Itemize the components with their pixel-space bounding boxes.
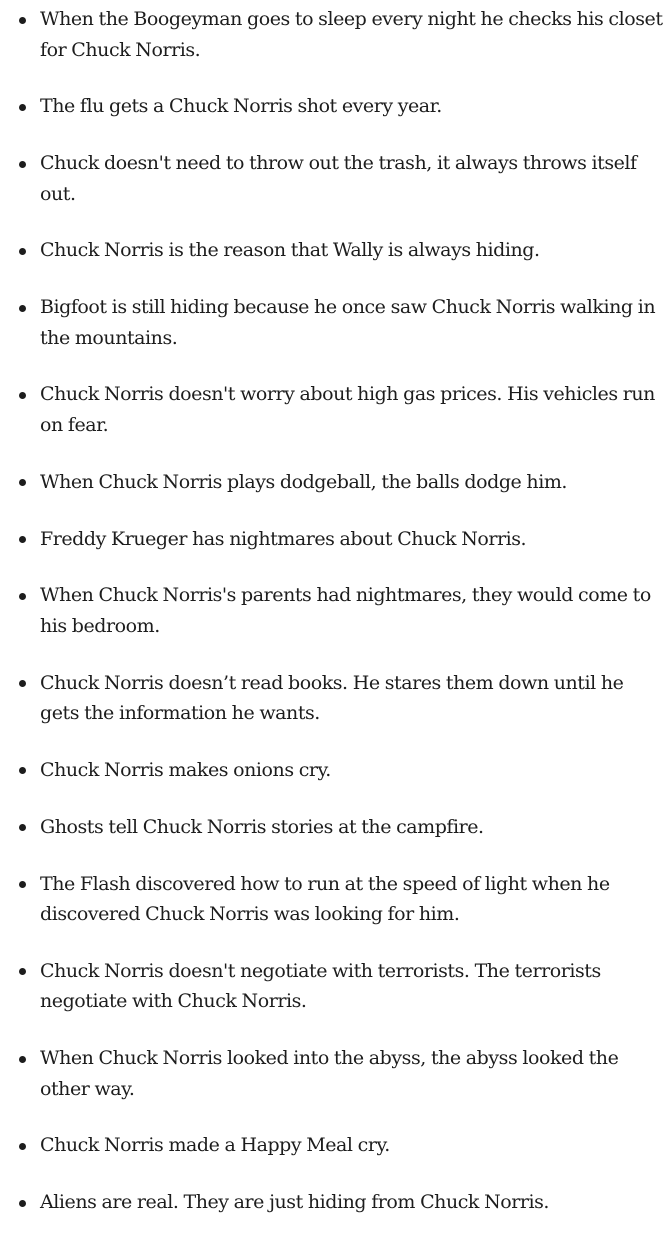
bullet-icon [19, 479, 26, 486]
list-item [0, 1043, 672, 1104]
bullet-icon [19, 248, 26, 255]
list-item [0, 467, 672, 498]
bullet-icon [19, 593, 26, 600]
bullet-icon [19, 767, 26, 774]
bullet-icon [19, 1200, 26, 1207]
list-item-text: When Chuck Norris's parents had nightmares, they would come to his bedroom. [40, 584, 651, 637]
facts-list [0, 4, 672, 1244]
list-item [0, 812, 672, 843]
list-item-text: When Chuck Norris looked into the abyss, the abyss looked the other way. [40, 1047, 619, 1100]
list-item-text: Chuck Norris doesn’t read books. He stares them down until he gets the information he wants. [40, 671, 624, 725]
list-item-text: When Chuck Norris plays dodgeball, the balls dodge him. [40, 470, 567, 493]
bullet-icon [19, 1143, 26, 1150]
list-item-text: The flu gets a Chuck Norris shot every year. [40, 95, 442, 118]
list-item [0, 755, 672, 786]
list-item-text: The Flash discovered how to run at the speed of light when he discovered Chuck Norris was looking for him. [40, 872, 610, 926]
list-item-text: Chuck Norris doesn't worry about high gas prices. His vehicles run on fear. [40, 383, 655, 436]
list-item-text: Chuck Norris doesn't negotiate with terrorists. The terrorists negotiate with Chuck Norris. [40, 959, 601, 1013]
list-item-text: When the Boogeyman goes to sleep every night he checks his closet for Chuck Norris. [40, 8, 663, 61]
list-item [0, 292, 672, 353]
list-item [0, 524, 672, 555]
bullet-icon [19, 881, 26, 888]
bullet-icon [19, 680, 26, 687]
list-item-text: Bigfoot is still hiding because he once saw Chuck Norris walking in the mountains. [40, 296, 656, 349]
bullet-icon [19, 968, 26, 975]
bullet-icon [19, 17, 26, 24]
bullet-icon [19, 305, 26, 312]
list-item [0, 580, 672, 641]
list-item [0, 235, 672, 266]
bullet-icon [19, 161, 26, 168]
list-item [0, 91, 672, 122]
list-item-text: Freddy Krueger has nightmares about Chuck Norris. [40, 527, 527, 550]
list-item [0, 4, 672, 65]
list-item-text: Chuck Norris makes onions cry. [40, 758, 331, 781]
list-item-text: Aliens are real. They are just hiding from Chuck Norris. [40, 1191, 550, 1214]
bullet-icon [19, 536, 26, 543]
bullet-icon [19, 104, 26, 111]
list-item-text: Ghosts tell Chuck Norris stories at the campfire. [40, 815, 484, 838]
list-item [0, 379, 672, 440]
list-item [0, 1130, 672, 1161]
bullet-icon [19, 1056, 26, 1063]
list-item [0, 869, 672, 930]
bullet-icon [19, 824, 26, 831]
list-item [0, 956, 672, 1017]
list-item [0, 1187, 672, 1218]
bullet-icon [19, 392, 26, 399]
list-item-text: Chuck Norris made a Happy Meal cry. [40, 1134, 390, 1157]
list-item [0, 148, 672, 209]
list-item-text: Chuck doesn't need to throw out the trash, it always throws itself out. [40, 152, 637, 205]
list-item [0, 668, 672, 729]
list-item-text: Chuck Norris is the reason that Wally is always hiding. [40, 239, 540, 262]
